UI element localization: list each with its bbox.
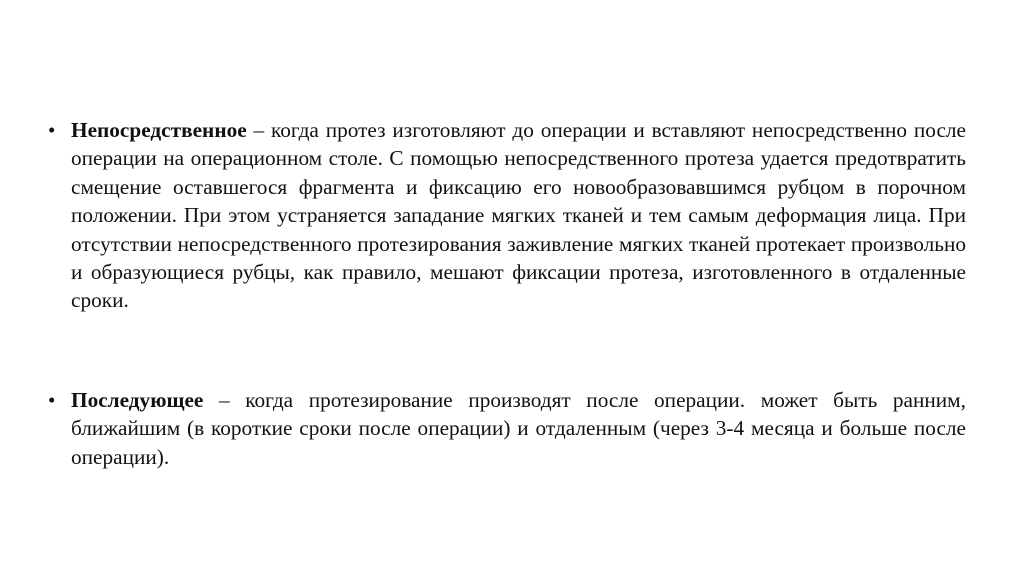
bullet-paragraph xyxy=(71,116,966,315)
bullet-item-immediate xyxy=(48,116,966,315)
bullet-icon: • xyxy=(48,118,56,142)
bullet-item-subsequent xyxy=(48,386,966,471)
definition-immediate: – когда протез изготовляют до операции и вставляют непосредственно после операции на операционном столе. С помощью непосредственного протеза удается предотвратить смещение оставшегося фрагмента и фиксацию его новообразовавшимся рубцом в порочном положении. При этом устраняется западание мягких тканей и тем самым деформация лица. При отсутствии непосредственного протезирования заживление мягких тканей протекает произвольно и образующиеся рубцы, как правило, мешают фиксации протеза, изготовленного в отдаленные сроки. xyxy=(71,118,966,313)
bullet-paragraph xyxy=(71,386,966,471)
term-immediate: Непосредственное xyxy=(71,118,247,142)
definition-subsequent: – когда протезирование производят после операции. может быть ранним, ближайшим (в короткие сроки после операции) и отдаленным (через 3-4 месяца и больше после операции). xyxy=(71,388,966,469)
bullet-icon: • xyxy=(48,388,56,412)
term-subsequent: Последующее xyxy=(71,388,204,412)
